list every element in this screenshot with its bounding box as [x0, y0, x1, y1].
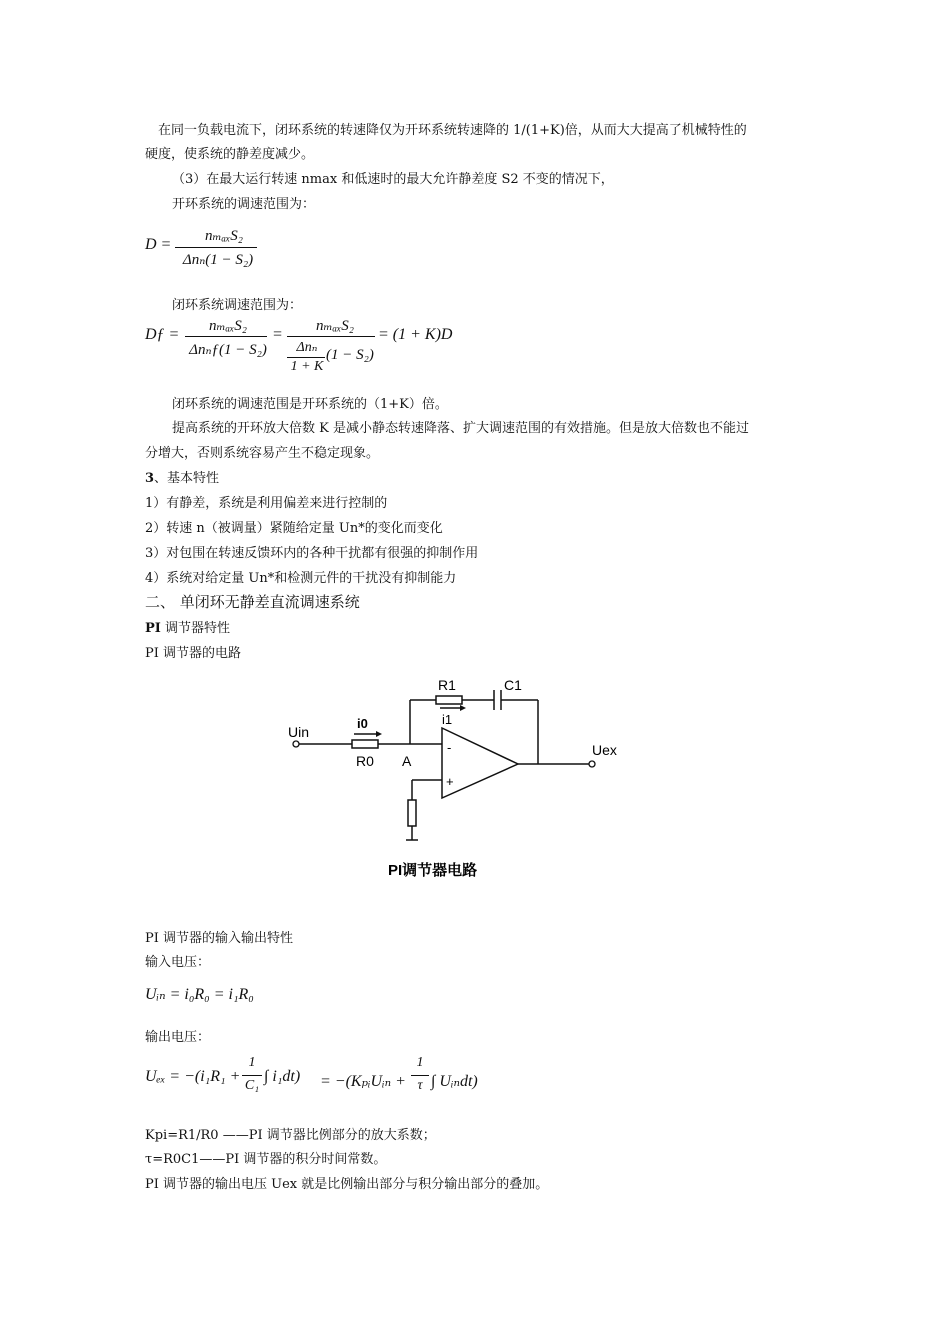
- arrow-i1-head: [460, 705, 466, 711]
- formula-uex-frac-den: C₁: [244, 1078, 260, 1093]
- kpi-definition: Kpi=R1/R0 ——PI 调节器比例部分的放大系数；: [145, 1128, 436, 1143]
- paragraph-range-ratio: 闭环系统的调速范围是开环系统的（1+K）倍。: [172, 397, 448, 412]
- formula-d-denominator: Δnₙ(1 − S₂): [182, 252, 254, 268]
- pi-title: [145, 620, 230, 638]
- label-r1: R1: [438, 677, 456, 693]
- section-3-title: 、基本特性: [154, 471, 220, 486]
- pi-title-rest: 调节器特性: [160, 621, 230, 636]
- formula-uex-eq2: = −(KₚᵢUᵢₙ +: [320, 1073, 406, 1090]
- output-summary: PI 调节器的输出电压 Uex 就是比例输出部分与积分输出部分的叠加。: [145, 1177, 549, 1192]
- formula-df-fraction-bar-1: [185, 336, 267, 337]
- section-3-number: 3: [145, 471, 155, 486]
- label-uex: Uex: [592, 742, 617, 758]
- label-c1: C1: [504, 677, 522, 693]
- formula-uex-frac-bar: [242, 1075, 262, 1076]
- paragraph-condition: （3）在最大运行转速 nmax 和低速时的最大允许静差度 S2 不变的情况下，: [172, 172, 614, 187]
- formula-df-rhs: = (1 + K)D: [378, 326, 453, 343]
- formula-df-lhs: Dƒ =: [145, 326, 180, 343]
- list-item: 4）系统对给定量 Un*和检测元件的干扰没有抑制能力: [145, 571, 457, 586]
- formula-uin: Uᵢₙ = i₀R₀ = i₁R₀: [145, 986, 254, 1003]
- resistor-ground: [408, 800, 416, 826]
- label-minus: -: [447, 740, 452, 755]
- list-item: 3）对包围在转速反馈环内的各种干扰都有很强的抑制作用: [145, 546, 479, 561]
- section-3-heading: [145, 470, 219, 488]
- formula-df-denominator-1: Δnₙƒ(1 − S₂): [189, 342, 267, 358]
- paragraph-closed-loop-drop-line2: 硬度，使系统的静差度减少。: [145, 147, 315, 162]
- formula-uex-frac2-bar: [411, 1075, 429, 1076]
- formula-uex-frac-num: 1: [248, 1055, 256, 1070]
- pi-circuit-diagram: [280, 670, 640, 885]
- label-uin: Uin: [288, 724, 310, 740]
- arrow-i0-head: [376, 731, 382, 737]
- io-title: PI 调节器的输入输出特性: [145, 931, 294, 946]
- terminal-uin: [293, 741, 299, 747]
- list-item: 1）有静差，系统是利用偏差来进行控制的: [145, 496, 388, 511]
- tau-definition: τ=R0C1——PI 调节器的积分时间常数。: [145, 1152, 387, 1167]
- resistor-r1: [436, 696, 462, 704]
- formula-df-inner-bar: [287, 357, 325, 358]
- formula-df-den2-top: Δnₙ: [296, 340, 318, 355]
- label-i0: i0: [357, 716, 368, 731]
- formula-df-fraction-bar-2: [287, 336, 375, 337]
- pi-title-bold: PI: [145, 621, 161, 636]
- formula-d-numerator: nₘₐₓS₂: [204, 228, 244, 244]
- formula-d-lhs: D =: [145, 236, 172, 253]
- label-plus: +: [446, 774, 454, 789]
- formula-uex-lhs: Uₑₓ = −(i₁R₁ +: [145, 1068, 241, 1085]
- input-voltage-label: 输入电压：: [145, 955, 211, 970]
- list-item: 2）转速 n（被调量）紧随给定量 Un*的变化而变化: [145, 521, 443, 536]
- terminal-uex: [589, 761, 595, 767]
- formula-df-numerator-2: nₘₐₓS₂: [315, 318, 355, 334]
- output-voltage-label: 输出电压：: [145, 1030, 211, 1045]
- formula-d-fraction-bar: [175, 247, 257, 248]
- label-r0: R0: [356, 753, 374, 769]
- formula-df-den2-bot: 1 + K: [290, 359, 324, 374]
- formula-uex-tail: ∫ i₁dt): [264, 1068, 301, 1085]
- resistor-r0: [352, 740, 378, 748]
- paragraph-gain-line2: 分增大，否则系统容易产生不稳定现象。: [145, 446, 380, 461]
- formula-uex-tail2: ∫ Uᵢₙdt): [431, 1073, 478, 1090]
- formula-uex-frac2-den: τ: [417, 1078, 423, 1093]
- formula-df-equals: =: [272, 326, 283, 343]
- formula-df-den2-tail: (1 − S₂): [326, 347, 374, 363]
- paragraph-closed-loop-range: 闭环系统调速范围为：: [172, 298, 303, 313]
- label-i1: i1: [442, 712, 453, 727]
- paragraph-closed-loop-drop-line1: 在同一负载电流下，闭环系统的转速降仅为开环系统转速降的 1/(1+K)倍，从而大大提高了机械特性的: [158, 123, 747, 138]
- pi-circuit-label: PI 调节器的电路: [145, 646, 242, 661]
- formula-uex-frac2-num: 1: [416, 1055, 424, 1070]
- circuit-caption: PI调节器电路: [388, 862, 478, 879]
- paragraph-open-loop-range: 开环系统的调速范围为：: [172, 197, 316, 212]
- paragraph-gain-line1: 提高系统的开环放大倍数 K 是减小静态转速降落、扩大调速范围的有效措施。但是放大倍数也不能过: [172, 421, 749, 436]
- section-two-heading: 二、 单闭环无静差直流调速系统: [145, 593, 360, 611]
- formula-df-numerator-1: nₘₐₓS₂: [208, 318, 248, 334]
- label-node-a: A: [402, 753, 412, 769]
